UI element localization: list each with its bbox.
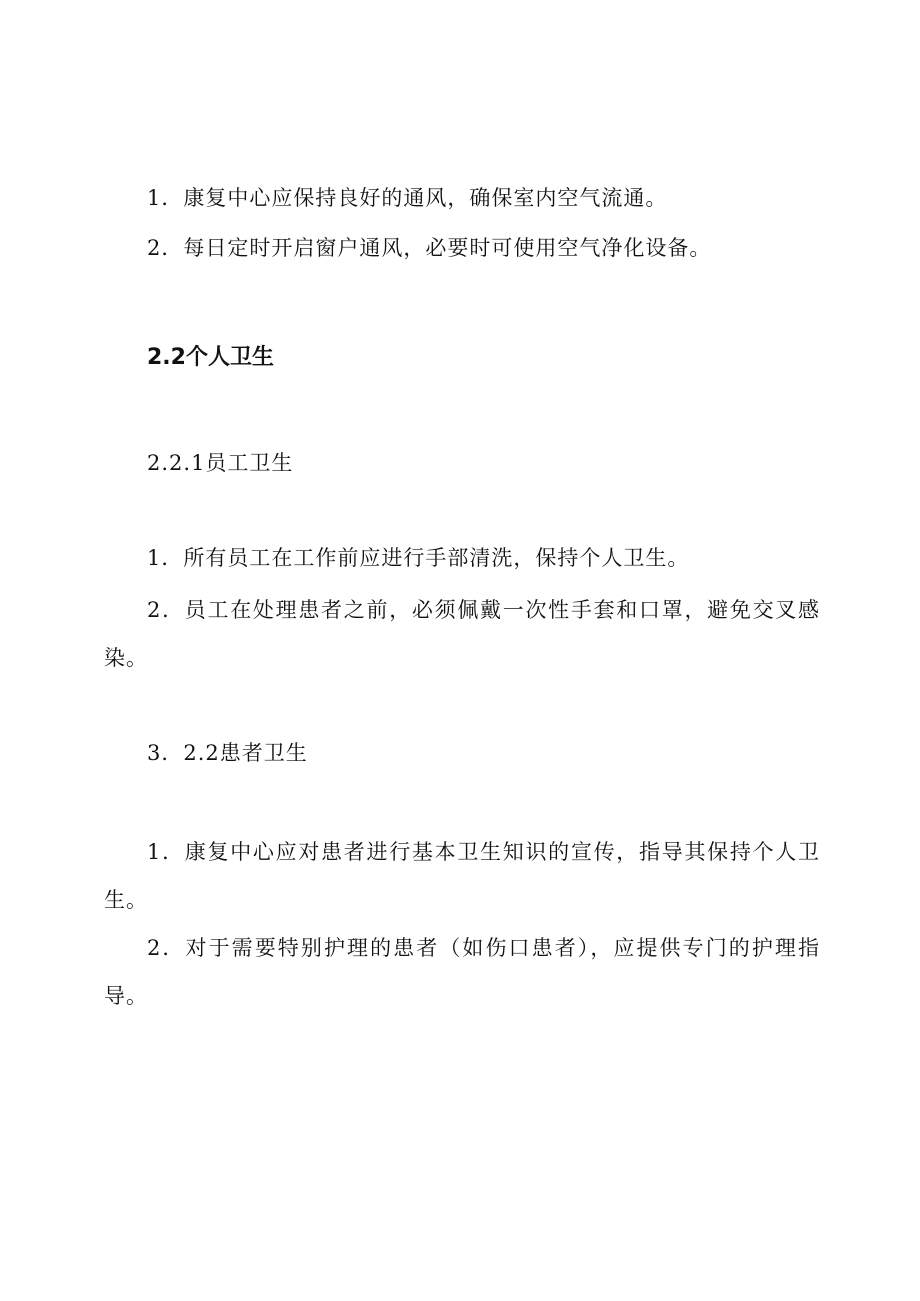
patient-hygiene-item-2: 2．对于需要特别护理的患者（如伤口患者），应提供专门的护理指导。	[104, 936, 820, 1008]
subsection-heading-staff-hygiene: 2.2.1员工卫生	[147, 451, 294, 475]
ventilation-item-2: 2．每日定时开启窗户通风，必要时可使用空气净化设备。	[147, 236, 712, 260]
subsection-heading-patient-hygiene: 3．2.2患者卫生	[147, 741, 308, 765]
ventilation-item-1: 1．康复中心应保持良好的通风，确保室内空气流通。	[147, 186, 668, 210]
staff-hygiene-item-2: 2．员工在处理患者之前，必须佩戴一次性手套和口罩，避免交叉感染。	[104, 598, 820, 670]
section-heading-personal-hygiene: 2.2个人卫生	[147, 345, 274, 370]
patient-hygiene-item-1: 1．康复中心应对患者进行基本卫生知识的宣传，指导其保持个人卫生。	[104, 840, 820, 912]
staff-hygiene-item-1: 1．所有员工在工作前应进行手部清洗，保持个人卫生。	[147, 546, 690, 570]
